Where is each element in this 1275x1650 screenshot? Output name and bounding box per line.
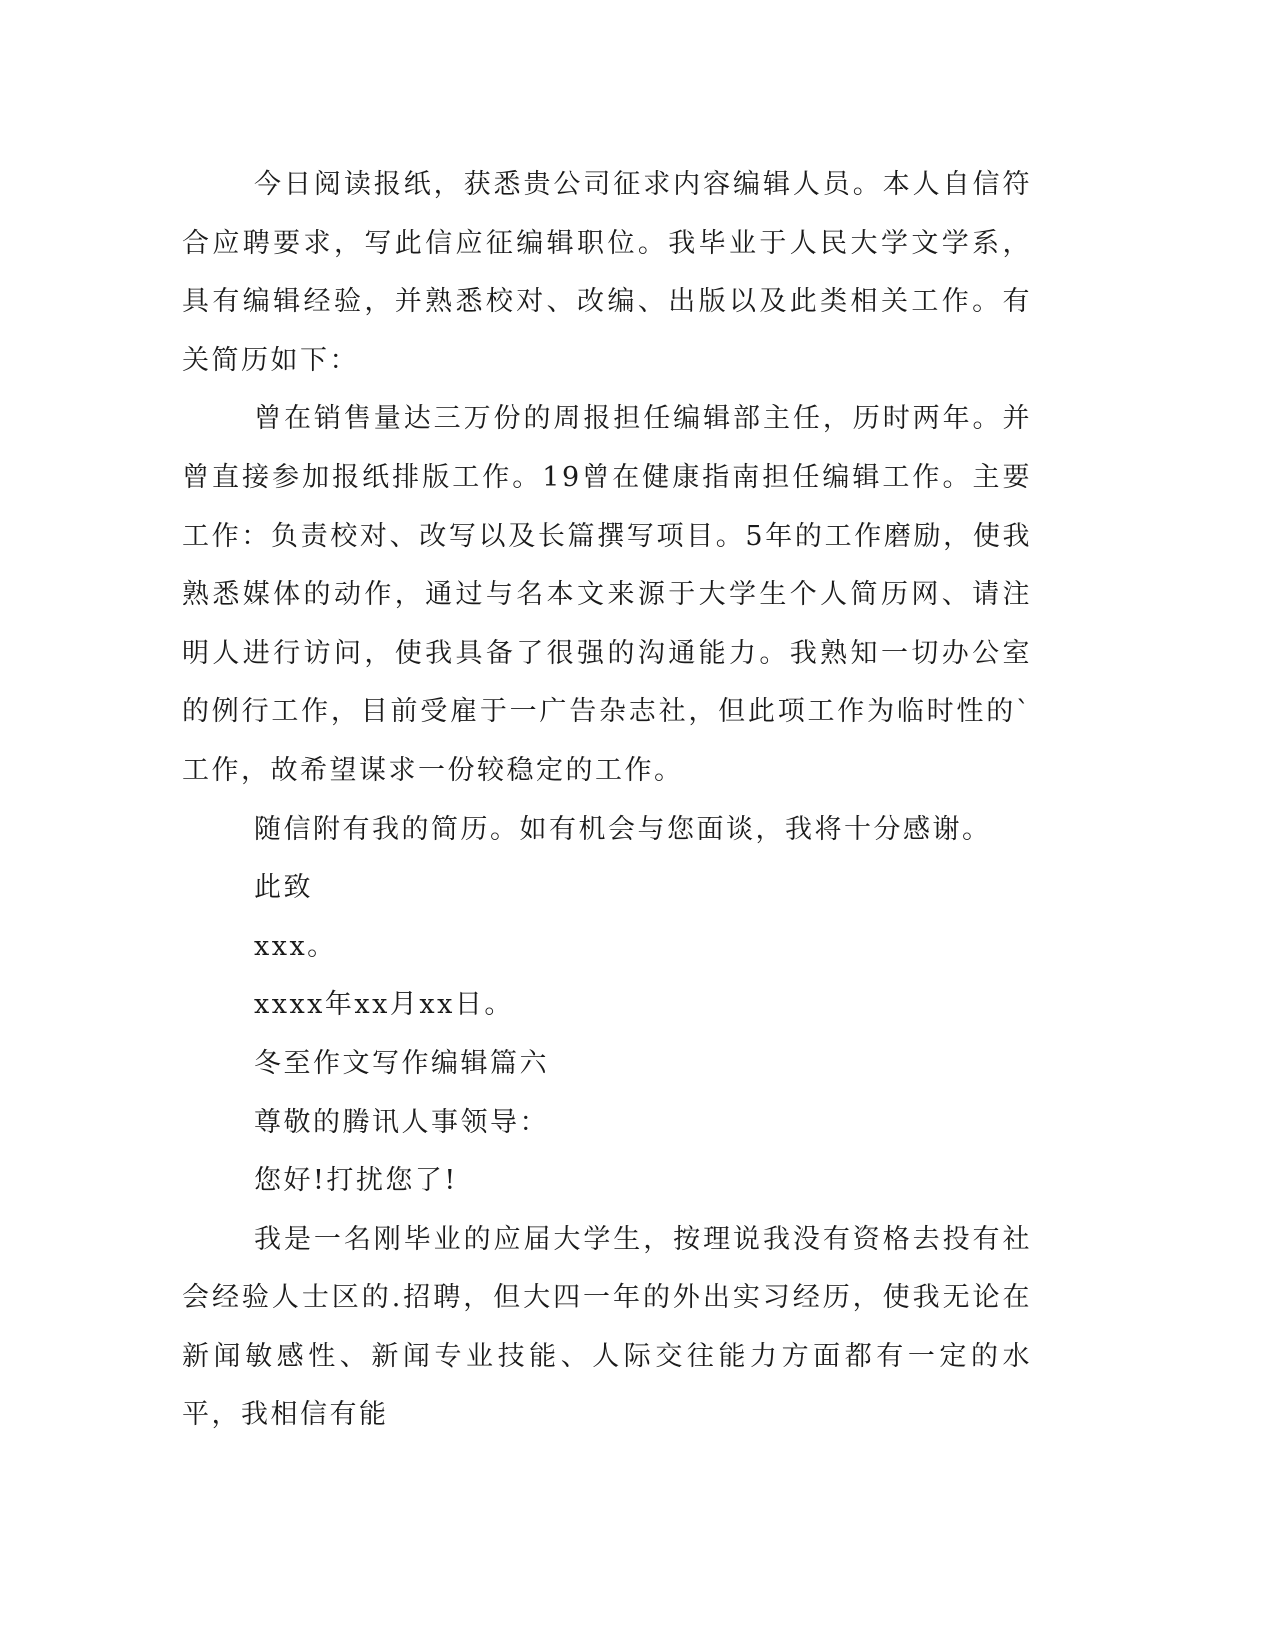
paragraph-closing: 随信附有我的简历。如有机会与您面谈，我将十分感谢。 (254, 813, 992, 845)
signature-name: xxx。 (254, 930, 337, 962)
greeting-addressee: 尊敬的腾讯人事领导： (254, 1106, 549, 1138)
greeting-hello: 您好!打扰您了! (254, 1165, 458, 1197)
signature-date: xxxx年xx月xx日。 (254, 989, 514, 1021)
paragraph-intro: 今日阅读报纸，获悉贵公司征求内容编辑人员。本人自信符合应聘要求，写此信应征编辑职位。我毕业于人民大学文学系，具有编辑经验，并熟悉校对、改编、出版以及此类相关工作。有关简历如下： (182, 169, 1032, 376)
salutation-cizhi: 此致 (254, 872, 313, 904)
section-heading: 冬至作文写作编辑篇六 (254, 1047, 549, 1079)
paragraph-self-intro: 我是一名刚毕业的应届大学生，按理说我没有资格去投有社会经验人士区的.招聘，但大四一年的外出实习经历，使我无论在新闻敏感性、新闻专业技能、人际交往能力方面都有一定的水平，我相信有能 (182, 1223, 1032, 1431)
paragraph-experience: 曾在销售量达三万份的周报担任编辑部主任，历时两年。并曾直接参加报纸排版工作。19曾在健康指南担任编辑工作。主要工作：负责校对、改写以及长篇撰写项目。5年的工作磨励，使我熟悉媒体的动作，通过与名本文来源于大学生个人简历网、请注明人进行访问，使我具备了很强的沟通能力。我熟知一切办公室的例行工作，目前受雇于一广告杂志社，但此项工作为临时性的`工作，故希望谋求一份较稳定的工作。 (182, 403, 1032, 786)
document-body (182, 156, 1032, 1445)
